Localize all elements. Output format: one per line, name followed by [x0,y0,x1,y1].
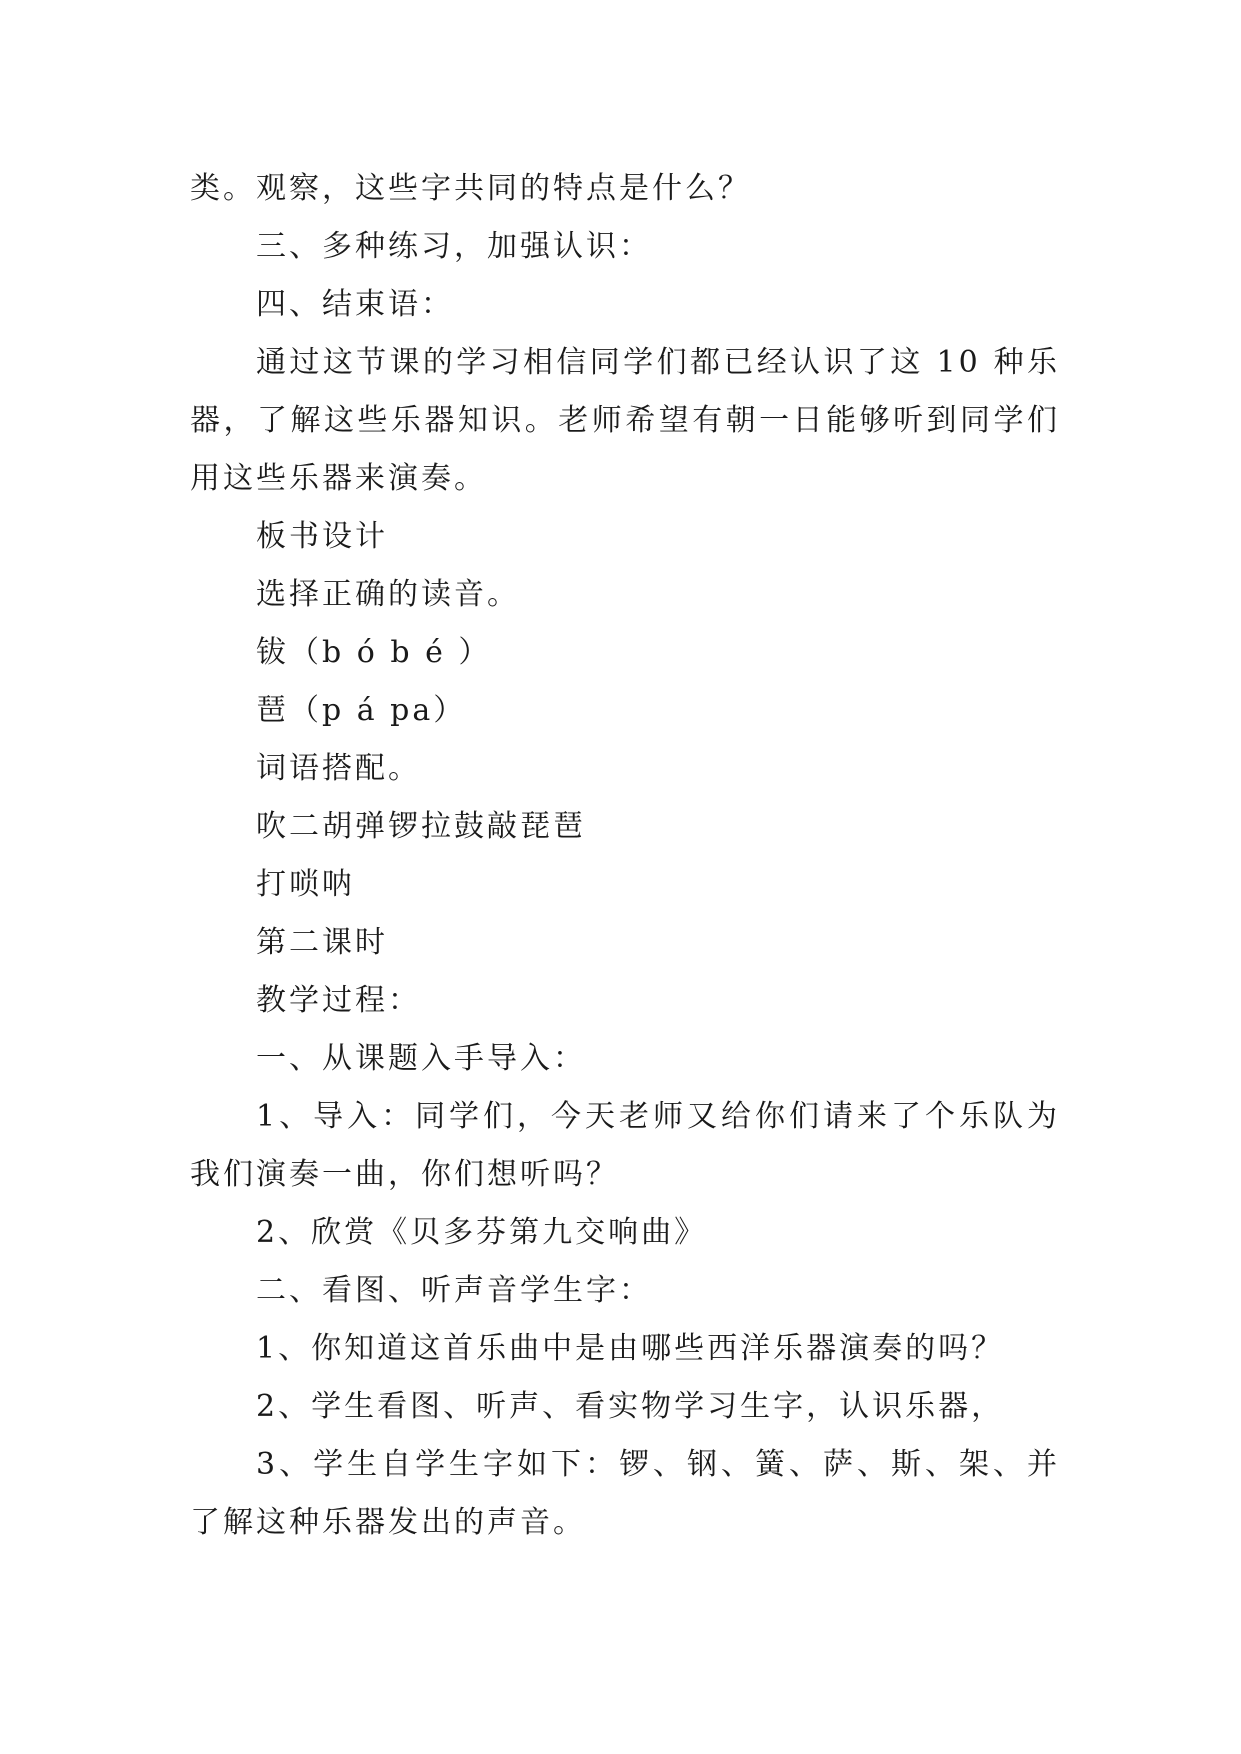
paragraph-8: 琶（p á pa） [256,693,467,728]
paragraph-10: 吹二胡弹锣拉鼓敲琵琶 [256,809,586,844]
paragraph-16: 2、欣赏《贝多芬第九交响曲》 [256,1215,708,1250]
paragraph-19: 2、学生看图、听声、看实物学习生字，认识乐器， [256,1389,1005,1424]
paragraph-17: 二、看图、听声音学生字： [256,1273,652,1308]
paragraph-1: 类。观察，这些字共同的特点是什么？ [190,171,751,206]
paragraph-3: 四、结束语： [256,287,454,322]
paragraph-14: 一、从课题入手导入： [256,1041,586,1076]
paragraph-2: 三、多种练习，加强认识： [256,229,652,264]
document-body [190,160,1060,1552]
paragraph-4: 通过这节课的学习相信同学们都已经认识了这 10 种乐器，了解这些乐器知识。老师希望有朝一日能够听到同学们用这些乐器来演奏。 [190,345,1060,496]
paragraph-12: 第二课时 [256,925,388,960]
paragraph-11: 打唢呐 [256,867,355,902]
paragraph-7: 钹（b ó b é ） [256,635,492,670]
paragraph-13: 教学过程： [256,983,421,1018]
paragraph-6: 选择正确的读音。 [256,577,520,612]
paragraph-20: 3、学生自学生字如下：锣、钢、簧、萨、斯、架、并了解这种乐器发出的声音。 [190,1447,1060,1540]
paragraph-18: 1、你知道这首乐曲中是由哪些西洋乐器演奏的吗？ [256,1331,1005,1366]
paragraph-9: 词语搭配。 [256,751,421,786]
paragraph-15: 1、导入：同学们，今天老师又给你们请来了个乐队为我们演奏一曲，你们想听吗？ [190,1099,1060,1192]
paragraph-5: 板书设计 [256,519,388,554]
